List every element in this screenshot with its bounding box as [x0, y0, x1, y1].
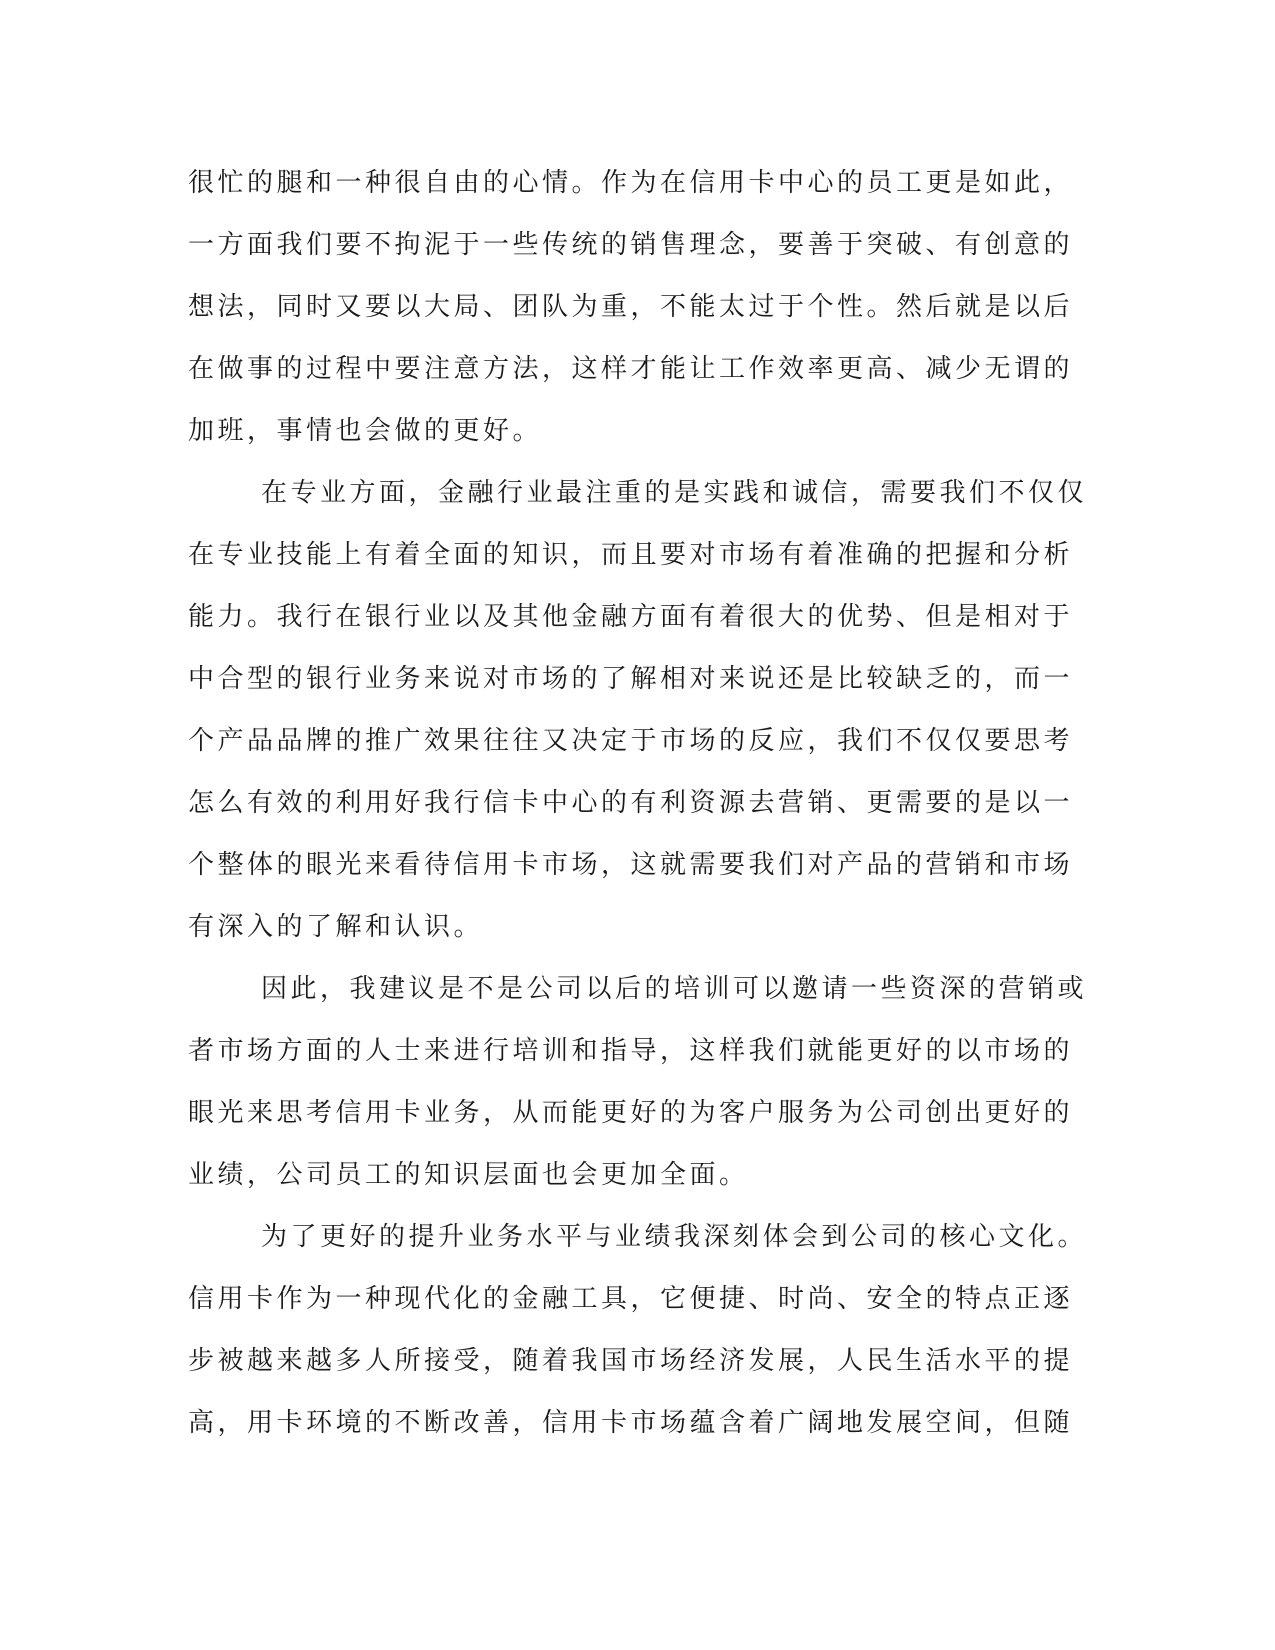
- text-line: 业绩，公司员工的知识层面也会更加全面。: [188, 1160, 749, 1190]
- text-line: 想法，同时又要以大局、团队为重，不能太过于个性。然后就是以后: [188, 292, 1074, 322]
- text-line: 个整体的眼光来看待信用卡市场，这就需要我们对产品的营销和市场: [188, 850, 1074, 880]
- document-body: [188, 160, 1088, 1462]
- text-line: 眼光来思考信用卡业务，从而能更好的为客户服务为公司创出更好的: [188, 1098, 1074, 1128]
- text-line: 在做事的过程中要注意方法，这样才能让工作效率更高、减少无谓的: [188, 354, 1074, 384]
- text-line: 中合型的银行业务来说对市场的了解相对来说还是比较缺乏的，而一: [188, 664, 1074, 694]
- text-line: 加班，事情也会做的更好。: [188, 416, 543, 446]
- text-line: 有深入的了解和认识。: [188, 912, 484, 942]
- paragraph-first-line: 在专业方面，金融行业最注重的是实践和诚信，需要我们不仅仅: [261, 478, 1088, 508]
- paragraph-first-line: 为了更好的提升业务水平与业绩我深刻体会到公司的核心文化。: [261, 1222, 1088, 1252]
- text-line: 信用卡作为一种现代化的金融工具，它便捷、时尚、安全的特点正逐: [188, 1284, 1074, 1314]
- text-line: 在专业技能上有着全面的知识，而且要对市场有着准确的把握和分析: [188, 540, 1074, 570]
- text-line: 很忙的腿和一种很自由的心情。作为在信用卡中心的员工更是如此，: [188, 168, 1074, 198]
- text-line: 步被越来越多人所接受，随着我国市场经济发展，人民生活水平的提: [188, 1346, 1074, 1376]
- text-line: 高，用卡环境的不断改善，信用卡市场蕴含着广阔地发展空间，但随: [188, 1408, 1074, 1438]
- text-line: 一方面我们要不拘泥于一些传统的销售理念，要善于突破、有创意的: [188, 230, 1074, 260]
- text-line: 个产品品牌的推广效果往往又决定于市场的反应，我们不仅仅要思考: [188, 726, 1074, 756]
- text-line: 怎么有效的利用好我行信卡中心的有利资源去营销、更需要的是以一: [188, 788, 1074, 818]
- text-line: 者市场方面的人士来进行培训和指导，这样我们就能更好的以市场的: [188, 1036, 1074, 1066]
- text-line: 能力。我行在银行业以及其他金融方面有着很大的优势、但是相对于: [188, 602, 1074, 632]
- paragraph-first-line: 因此，我建议是不是公司以后的培训可以邀请一些资深的营销或: [261, 974, 1088, 1004]
